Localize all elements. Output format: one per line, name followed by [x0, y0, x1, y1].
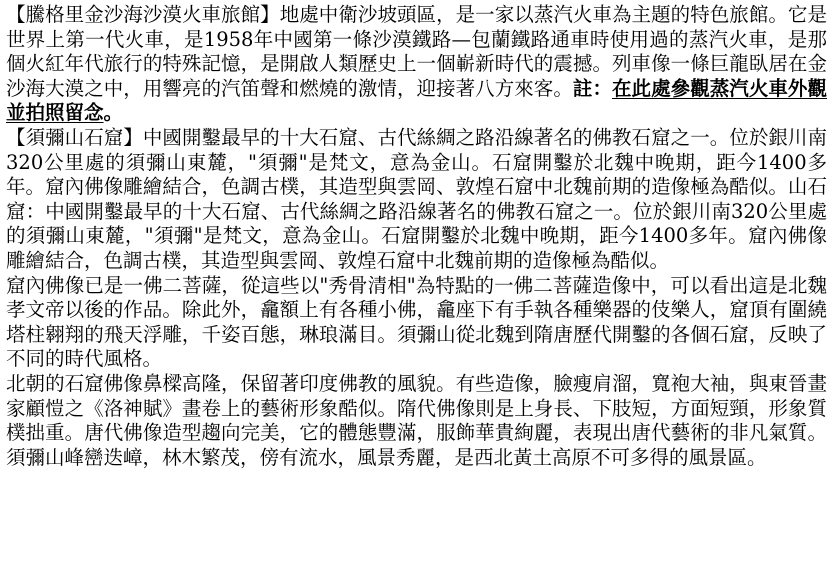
- close-bracket: 】: [123, 125, 143, 149]
- paragraph-buddha-statues: 窟內佛像已是一佛二菩薩，從這些以"秀骨清相"為特點的一佛二菩薩造像中，可以看出這是北魏孝文帝以後的作品。除此外，龕額上有各種小佛，龕座下有手執各種樂器的伎樂人，窟頂有圍繞塔柱翱翔的飛天浮雕，千姿百態，琳琅滿目。須彌山從北魏到隋唐歷代開鑿的各個石窟，反映了不同的時代風格。: [6, 273, 827, 371]
- note-end: 。: [103, 101, 124, 125]
- section-title: 須彌山石窟: [25, 125, 124, 149]
- open-bracket: 【: [6, 3, 26, 26]
- section-title: 騰格里金沙海沙漠火車旅館: [25, 3, 261, 26]
- section-tengger-train-hotel: [6, 3, 827, 126]
- section-body: 中國開鑿最早的十大石窟、古代絲綢之路沿線著名的佛教石窟之一。位於銀川南320公里處的須彌山東麓，"須彌"是梵文，意為金山。石窟開鑿於北魏中晚期，距今1400多年。窟內佛像雕繪結合，色調古樸，其造型與雲岡、敦煌石窟中北魏前期的造像極為酷似。山石窟：中國開鑿最早的十大石窟、古代絲綢之路沿線著名的佛教石窟之一。位於銀川南320公里處的須彌山東麓，"須彌"是梵文，意為金山。石窟開鑿於北魏中晚期，距今1400多年。窟內佛像雕繪結合，色調古樸，其造型與雲岡、敦煌石窟中北魏前期的造像極為酷似。: [6, 125, 827, 272]
- section-body: 地處中衛沙坡頭區，是一家以蒸汽火車為主題的特色旅館。它是世界上第一代火車，是1958年中國第一條沙漠鐵路—包蘭鐵路通車時使用過的蒸汽火車，是那個火紅年代旅行的特殊記憶，是開啟人類歷史上一個嶄新時代的震撼。列車像一條巨龍臥居在金沙海大漠之中，用響亮的汽笛聲和燃燒的激情，迎接著八方來客。: [6, 3, 827, 100]
- paragraph-dynasty-styles: 北朝的石窟佛像鼻樑高隆，保留著印度佛教的風貌。有些造像，臉瘦肩溜，寬袍大袖，與東晉畫家顧愷之《洛神賦》畫卷上的藝術形象酷似。隋代佛像則是上身長、下肢短，方面短頸，形象質樸拙重。唐代佛像造型趨向完美，它的體態豐滿，服飾華貴絢麗，表現出唐代藝術的非凡氣質。須彌山峰巒迭嶂，林木繁茂，傍有流水，風景秀麗，是西北黃土高原不可多得的風景區。: [6, 371, 827, 469]
- note-label: 註：: [572, 76, 612, 100]
- note-text: 在此處參觀蒸汽火車外觀並拍照留念: [6, 76, 827, 125]
- open-bracket: 【: [6, 125, 26, 149]
- close-bracket: 】: [260, 3, 280, 26]
- section-xumishan-grottoes: [6, 126, 827, 274]
